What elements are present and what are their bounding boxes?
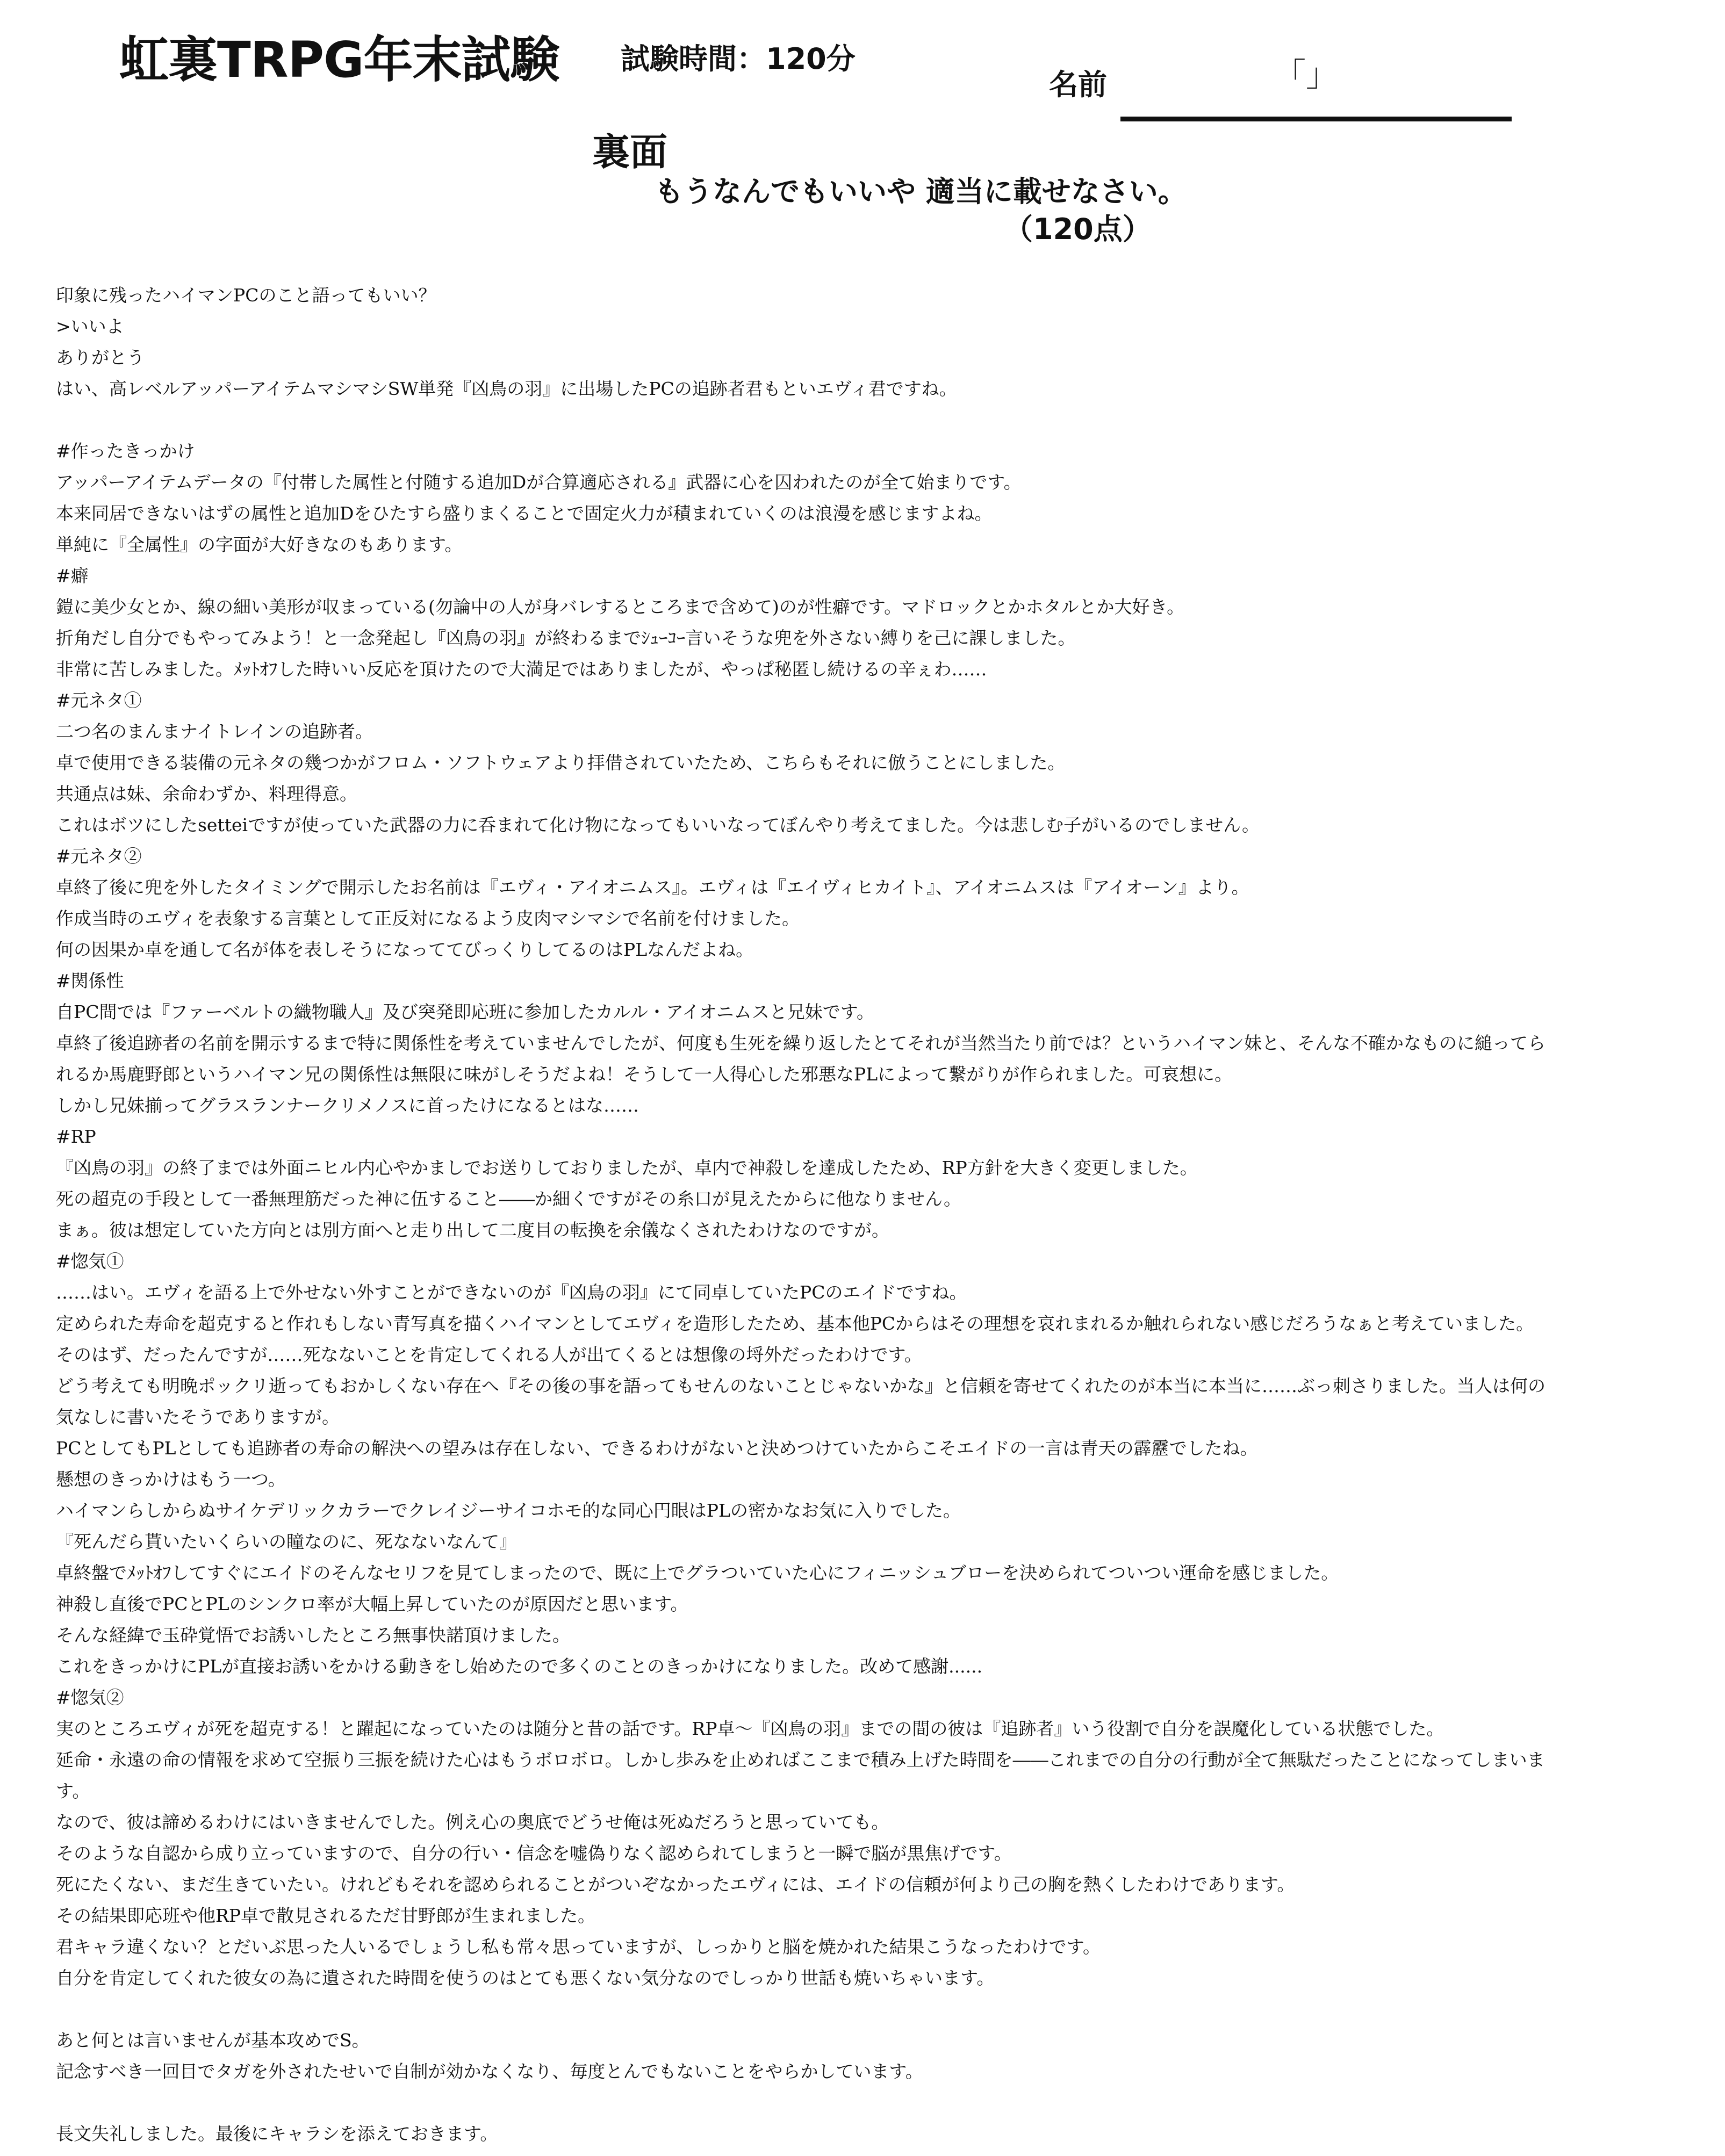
body-line: #元ネタ① xyxy=(56,690,142,711)
body-line: ハイマンらしからぬサイケデリックカラーでクレイジーサイコホモ的な同心円眼はPLの密かなお気に入りでした。 xyxy=(56,1500,961,1521)
body-line: 共通点は妹、余命わずか、料理得意。 xyxy=(56,783,357,804)
body-line: 卓で使用できる装備の元ネタの幾つかがフロム・ソフトウェアより拝借されていたため、こちらもそれに倣うことにしました。 xyxy=(56,752,1066,773)
body-line: 何の因果か卓を通して名が体を表しそうになっててびっくりしてるのはPLなんだよね。 xyxy=(56,939,754,960)
body-line: なので、彼は諦めるわけにはいきませんでした。例え心の奥底でどうせ俺は死ぬだろうと思っていても。 xyxy=(56,1812,889,1833)
body-line: #惚気① xyxy=(56,1251,124,1272)
question-heading: 裏面 xyxy=(592,130,667,174)
body-line: 『凶鳥の羽』の終了までは外面ニヒル内心やかましでお送りしておりましたが、卓内で神殺しを達成したため、RP方針を大きく変更しました。 xyxy=(56,1157,1198,1178)
question-points: （120点） xyxy=(1004,212,1152,246)
body-line: 記念すべき一回目でタガを外されたせいで自制が効かなくなり、毎度とんでもないことをやらかしています。 xyxy=(56,2061,923,2082)
body-line: #元ネタ② xyxy=(56,846,142,867)
body-line: 鎧に美少女とか、線の細い美形が収まっている(勿論中の人が身バレするところまで含めて)のが性癖です。マドロックとかホタルとか大好き。 xyxy=(56,596,1185,617)
body-line: 『死んだら貰いたいくらいの瞳なのに、死なないなんて』 xyxy=(56,1531,517,1552)
body-line: 死にたくない、まだ生きていたい。けれどもそれを認められることがついぞなかったエヴィには、エイドの信頼が何より己の胸を熱くしたわけであります。 xyxy=(56,1874,1295,1895)
body-line: 本来同居できないはずの属性と追加Dをひたすら盛りまくることで固定火力が積まれていくのは浪漫を感じますよね。 xyxy=(56,503,993,524)
body-line: 作成当時のエヴィを表象する言葉として正反対になるよう皮肉マシマシで名前を付けました。 xyxy=(56,908,800,929)
body-line: >いいよ xyxy=(56,316,124,337)
blank-line xyxy=(56,405,1630,436)
body-line: 君キャラ違くない？とだいぶ思った人いるでしょうし私も常々思っていますが、しっかりと脳を焼かれた結果こうなったわけです。 xyxy=(56,1936,1101,1957)
body-line: そんな経緯で玉砕覚悟でお誘いしたところ無事快諾頂けました。 xyxy=(56,1625,570,1646)
blank-line xyxy=(56,2087,1630,2118)
body-line: 気なしに書いたそうでありますが。 xyxy=(56,1407,340,1427)
body-line: れるか馬鹿野郎というハイマン兄の関係性は無限に味がしそうだよね！そうして一人得心した邪悪なPLによって繋がりが作られました。可哀想に。 xyxy=(56,1064,1233,1085)
exam-title: 虹裏TRPG年末試験 xyxy=(119,31,559,89)
body-line: #RP xyxy=(56,1126,96,1147)
body-line: アッパーアイテムデータの『付帯した属性と付随する追加Dが合算適応される』武器に心を囚われたのが全て始まりです。 xyxy=(56,472,1022,493)
body-line: #癖 xyxy=(56,565,89,586)
body-line: あと何とは言いませんが基本攻めでS。 xyxy=(56,2030,370,2051)
body-line: #関係性 xyxy=(56,970,124,991)
answer-body xyxy=(56,280,1630,2150)
body-line: 二つ名のまんまナイトレインの追跡者。 xyxy=(56,721,373,742)
body-line: しかし兄妹揃ってグラスランナークリメノスに首ったけになるとはな…… xyxy=(56,1095,639,1116)
body-line: 実のところエヴィが死を超克する！と躍起になっていたのは随分と昔の話です。RP卓〜『凶鳥の羽』までの間の彼は『追跡者』いう役割で自分を誤魔化している状態でした。 xyxy=(56,1718,1444,1739)
body-line: これをきっかけにPLが直接お誘いをかける動きをし始めたので多くのことのきっかけになりました。改めて感謝...... xyxy=(56,1656,983,1677)
body-line: 卓終了後追跡者の名前を開示するまで特に関係性を考えていませんでしたが、何度も生死を繰り返したとてそれが当然当たり前では？というハイマン妹と、そんな不確かなものに縋ってら xyxy=(56,1033,1546,1054)
body-line: ……はい。エヴィを語る上で外せない外すことができないのが『凶鳥の羽』にて同卓していたPCのエイドですね。 xyxy=(56,1282,967,1303)
body-line: 死の超克の手段として一番無理筋だった神に伍すること――か細くですがその糸口が見えたからに他なりません。 xyxy=(56,1188,961,1209)
body-line: #作ったきっかけ xyxy=(56,441,195,462)
body-line: 自PC間では『ファーベルトの織物職人』及び突発即応班に参加したカルル・アイオニムスと兄妹です。 xyxy=(56,1001,875,1022)
body-line: そのはず、だったんですが……死なないことを肯定してくれる人が出てくるとは想像の埒外だったわけです。 xyxy=(56,1344,922,1365)
question-instruction: もうなんでもいいや 適当に載せなさい。 xyxy=(655,175,1187,208)
name-value: 「」 xyxy=(1274,56,1338,94)
body-line: はい、高レベルアッパーアイテムマシマシSW単発『凶鳥の羽』に出場したPCの追跡者君もといエヴィ君ですね。 xyxy=(56,378,957,399)
body-line: 神殺し直後でPCとPLのシンクロ率が大幅上昇していたのが原因だと思います。 xyxy=(56,1593,688,1614)
body-line: 折角だし自分でもやってみよう！と一念発起し『凶鳥の羽』が終わるまでｼｭｰｺｰ言いそうな兜を外さない縛りを己に課しました。 xyxy=(56,628,1076,648)
body-line: どう考えても明晩ポックリ逝ってもおかしくない存在へ『その後の事を語ってもせんのないことじゃないかな』と信頼を寄せてくれたのが本当に本当に……ぶっ刺さりました。当人は何の xyxy=(56,1375,1546,1396)
body-line: 卓終盤でﾒｯﾄｵﾌしてすぐにエイドのそんなセリフを見てしまったので、既に上でグラついていた心にフィニッシュブローを決められてついつい運命を感じました。 xyxy=(56,1562,1339,1583)
body-line: 非常に苦しみました。ﾒｯﾄｵﾌした時いい反応を頂けたので大満足ではありましたが、やっぱ秘匿し続けるの辛ぇわ…… xyxy=(56,659,987,680)
name-label: 名前 xyxy=(1049,68,1107,102)
body-line: まぁ。彼は想定していた方向とは別方面へと走り出して二度目の転換を余儀なくされたわけなのですが。 xyxy=(56,1220,889,1241)
body-line: 定められた寿命を超克すると作れもしない青写真を描くハイマンとしてエヴィを造形したため、基本他PCからはその理想を哀れまれるか触れられない感じだろうなぁと考えていました。 xyxy=(56,1313,1534,1334)
body-line: ありがとう xyxy=(56,347,145,368)
body-line: そのような自認から成り立っていますので、自分の行い・信念を嘘偽りなく認められてしまうと一瞬で脳が黒焦げです。 xyxy=(56,1843,1012,1864)
body-line: その結果即応班や他RP卓で散見されるただ甘野郎が生まれました。 xyxy=(56,1905,596,1926)
exam-time: 試験時間：120分 xyxy=(621,42,856,76)
body-line: 懸想のきっかけはもう一つ。 xyxy=(56,1469,286,1490)
body-line: 長文失礼しました。最後にキャラシを添えておきます。 xyxy=(56,2123,498,2144)
body-line: 自分を肯定してくれた彼女の為に遺された時間を使うのはとても悪くない気分なのでしっかり世話も焼いちゃいます。 xyxy=(56,1967,995,1988)
body-line: 単純に『全属性』の字面が大好きなのもあります。 xyxy=(56,534,463,555)
body-line: 印象に残ったハイマンPCのこと語ってもいい？ xyxy=(56,285,436,306)
body-line: 延命・永遠の命の情報を求めて空振り三振を続けた心はもうボロボロ。しかし歩みを止めればここまで積み上げた時間を――これまでの自分の行動が全て無駄だったことになってしまいま xyxy=(56,1749,1545,1770)
body-line: これはボツにしたsetteiですが使っていた武器の力に呑まれて化け物になってもいいなってぼんやり考えてました。今は悲しむ子がいるのでしません。 xyxy=(56,814,1260,835)
body-line: PCとしてもPLとしても追跡者の寿命の解決への望みは存在しない、できるわけがないと決めつけていたからこそエイドの一言は青天の霹靂でしたね。 xyxy=(56,1438,1258,1459)
body-line: 卓終了後に兜を外したタイミングで開示したお名前は『エヴィ・アイオニムス』。エヴィは『エイヴィヒカイト』、アイオニムスは『アイオーン』より。 xyxy=(56,877,1249,898)
body-line: す。 xyxy=(56,1780,90,1801)
blank-line xyxy=(56,1994,1630,2025)
name-underline xyxy=(1120,117,1512,121)
body-line: #惚気② xyxy=(56,1687,124,1708)
